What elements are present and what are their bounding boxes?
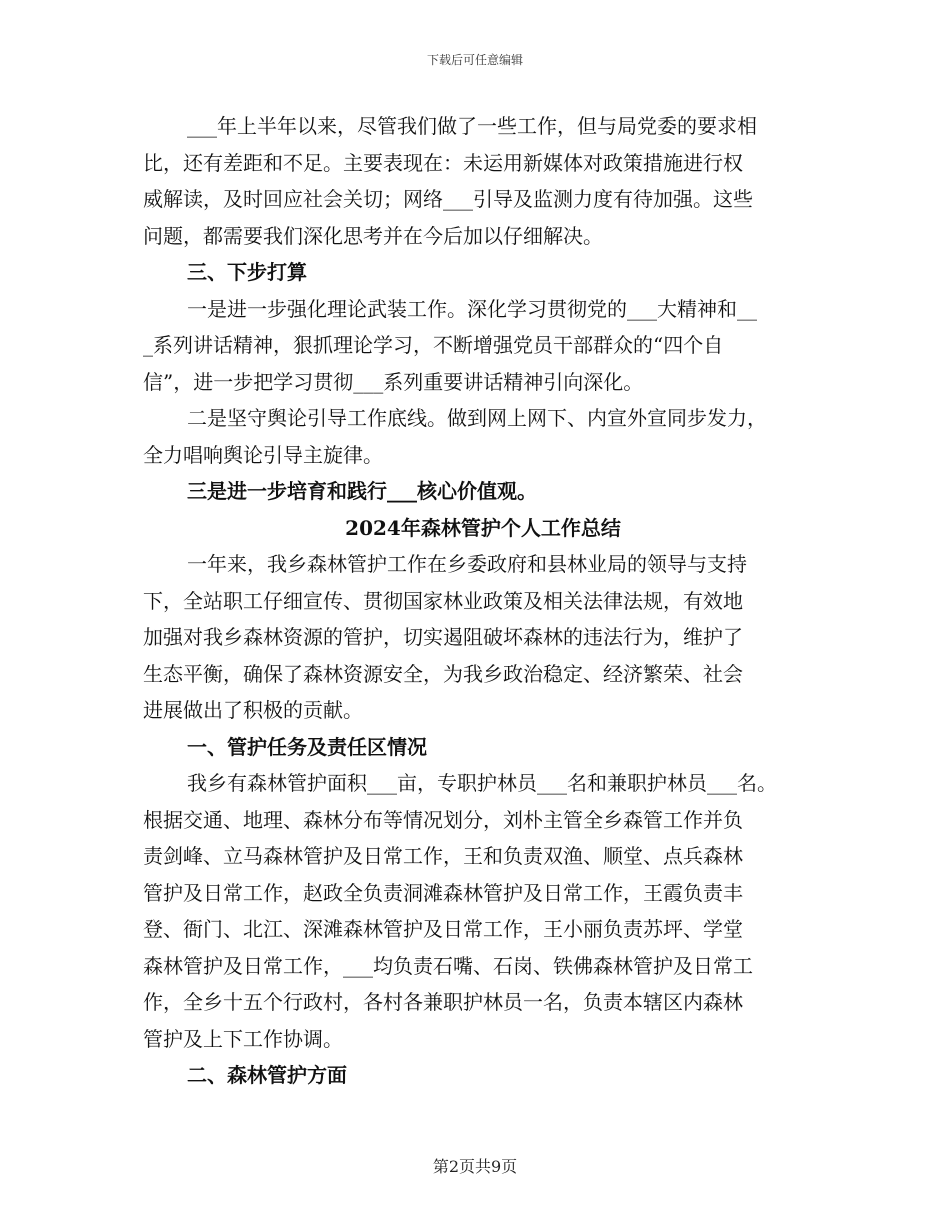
page-number: 第2页共9页: [432, 1157, 518, 1176]
bold-point-three: 三是进一步培育和践行___核心价值观。: [187, 479, 537, 503]
paragraph-line: 信”，进一步把学习贯彻___系列重要讲话精神引向深化。: [143, 369, 644, 394]
section-heading-task-area: 一、管护任务及责任区情况: [187, 734, 427, 759]
document-body: [143, 108, 823, 1094]
paragraph-line: 威解读，及时回应社会关切；网络___引导及监测力度有待加强。这些: [143, 187, 753, 211]
paragraph-line: 一年来，我乡森林管护工作在乡委政府和县林业局的领导与支持: [187, 552, 747, 576]
paragraph-line: 登、衙门、北江、深滩森林管护及日常工作，王小丽负责苏坪、学堂: [143, 917, 743, 941]
paragraph-line: 加强对我乡森林资源的管护，切实遏阻破坏森林的违法行为，维护了: [143, 625, 743, 649]
paragraph-line: 森林管护及日常工作，___均负责石嘴、石岗、铁佛森林管护及日常工: [143, 953, 753, 978]
paragraph-line: _系列讲话精神，狠抓理论学习，不断增强党员干部群众的“四个自: [143, 333, 724, 357]
paragraph-line: 二是坚守舆论引导工作底线。做到网上网下、内宣外宣同步发力，: [187, 406, 767, 430]
paragraph-line: 管护及上下工作协调。: [143, 1026, 343, 1051]
header-note: 下载后可任意编辑: [426, 53, 523, 67]
paragraph-line: 责剑峰、立马森林管护及日常工作，王和负责双渔、顺堂、点兵森林: [143, 844, 743, 868]
paragraph-line: 进展做出了积极的贡献。: [143, 698, 363, 722]
paragraph-line: 作，全乡十五个行政村，各村各兼职护林员一名，负责本辖区内森林: [143, 990, 743, 1014]
paragraph-line: 根据交通、地理、森林分布等情况划分，刘朴主管全乡森管工作并负: [143, 807, 743, 832]
paragraph-line: 管护及日常工作，赵政全负责洞滩森林管护及日常工作，王霞负责丰: [143, 880, 743, 905]
section-heading-next-steps: 三、下步打算: [187, 260, 307, 284]
paragraph-line: 下，全站职工仔细宣传、贯彻国家林业政策及相关法律法规，有效地: [143, 588, 743, 613]
section-heading-forest-protection: 二、森林管护方面: [187, 1063, 347, 1087]
paragraph-line: 全力唱响舆论引导主旋律。: [143, 442, 383, 467]
paragraph-line: ___年上半年以来，尽管我们做了一些工作，但与局党委的要求相: [187, 114, 757, 138]
paragraph-line: 生态平衡，确保了森林资源安全，为我乡政治稳定、经济繁荣、社会: [143, 661, 743, 686]
paragraph-line: 问题，都需要我们深化思考并在今后加以仔细解决。: [143, 223, 603, 248]
paragraph-line: 我乡有森林管护面积___亩，专职护林员___名和兼职护林员___名。: [187, 771, 777, 795]
paragraph-line: 一是进一步强化理论武装工作。深化学习贯彻党的___大精神和__: [187, 296, 757, 321]
document-title: 2024年森林管护个人工作总结: [345, 515, 621, 540]
paragraph-line: 比，还有差距和不足。主要表现在：未运用新媒体对政策措施进行权: [143, 150, 743, 175]
